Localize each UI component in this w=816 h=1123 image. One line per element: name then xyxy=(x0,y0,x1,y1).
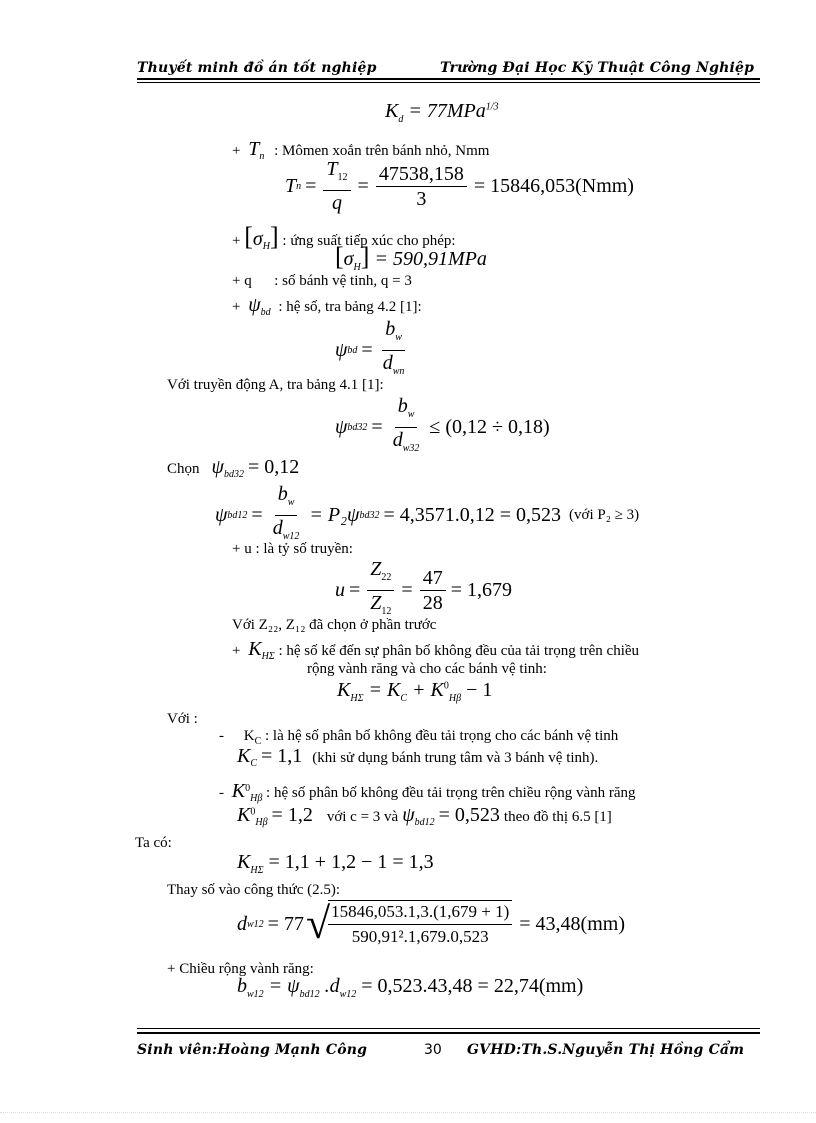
dw12-equation: d w12 = 77 √ $\frac{15846,053.1,3.(1,679 + 1)}{\text{590,91².1,679.0,523}}$ = 43,48(mm) xyxy=(237,899,625,948)
sqrt-sign: √ xyxy=(305,899,331,948)
sigma-description: + $[\sigma_H]$ : ứng suất tiếp xúc cho phép: xyxy=(232,222,456,252)
thay-so-label: Thay số vào công thức (2.5): xyxy=(167,882,341,898)
chon-line: Chọn $\psi_{bd32} = 0,12$ xyxy=(167,456,300,481)
q-line: + q : số bánh vệ tinh, q = 3 xyxy=(232,273,412,289)
footer-left: Sinh viên:Hoàng Mạnh Công xyxy=(137,1042,368,1058)
kc-equation: $K_C = 1,1$ (khi sử dụng bánh trung tâm và 3 bánh vệ tinh). xyxy=(237,745,599,770)
taco-label: Ta có: xyxy=(135,835,172,851)
tn-equation: T n = $\frac{T_{12}}{q}$ = $\frac{47538,158}{3}$ = 15846,053(Nmm) xyxy=(285,158,634,214)
khb-equation: $K^0_{H\beta} = 1,2$ với c = 3 và $\psi_{bd12} = 0,523$ theo đồ thị 6.5 [1] xyxy=(237,804,612,829)
header-right: Trường Đại Học Kỹ Thuật Công Nghiệp xyxy=(440,60,755,76)
footer-rule-thin xyxy=(137,1028,760,1029)
u-description: + u : là tỷ số truyền: xyxy=(232,541,353,557)
voi-label: Với : xyxy=(167,711,198,727)
psi32-equation: ψ bd32 = $\frac{b_w}{d_{w32}}$ ≤ (0,12 ÷ 0,18) xyxy=(335,395,550,454)
sigma-equation: $[\sigma_H] = 590,91MPa$ xyxy=(335,242,487,273)
khb-description: - $K^0_{H\beta}$ : hệ số phân bố không đều tải trọng trên chiều rộng vành răng xyxy=(219,780,636,804)
kc-description: - $K_C$ : là hệ số phân bố không đều tải trọng cho các bánh vệ tinh xyxy=(219,728,619,747)
psi-equation: ψ bd = $\frac{b_w}{d_{wn}}$ xyxy=(335,318,405,377)
tn-description: + $T_n$ : Mômen xoắn trên bánh nhỏ, Nmm xyxy=(232,138,490,162)
bw12-equation: $b_{w12} = \psi_{bd12}$ $.d_{w12} = 0,523.43,48 = 22,74(mm)$ xyxy=(237,975,584,1000)
khs-description: + $K_{H\Sigma}$ : hệ số kể đến sự phân bố không đều của tải trọng trên chiều xyxy=(232,638,640,662)
kd-equation: $K_d = 77MPa^{1/3}$ xyxy=(385,100,499,125)
page-number: 30 xyxy=(424,1042,442,1058)
page-edge xyxy=(0,1112,816,1113)
bw-label: + Chiều rộng vành răng: xyxy=(167,961,314,977)
psi12-equation: ψ bd12 = $\frac{b_w}{d_{w12}}$ = P₂ψ bd32 = 4,3571.0,12 = 0,523 (với P₂ ≥ 3) xyxy=(215,483,640,542)
footer-right: GVHD:Th.S.Nguyễn Thị Hồng Cẩm xyxy=(467,1042,745,1058)
footer-rule xyxy=(137,1032,760,1034)
khs-equation: $K_{H\Sigma} = K_C + K^0_{H\beta} - 1$ xyxy=(337,679,493,704)
header-rule-thin xyxy=(137,82,760,83)
transmission-a-line: Với truyền động A, tra bảng 4.1 [1]: xyxy=(167,377,384,393)
khs-description-2: rộng vành răng và cho các bánh vệ tinh: xyxy=(307,661,547,677)
taco-equation: $K_{H\Sigma} = 1,1 + 1,2 - 1 = 1,3$ xyxy=(237,851,434,876)
psi-description: + $\psi_{bd}$ : hệ số, tra bảng 4.2 [1]: xyxy=(232,294,422,318)
header-left: Thuyết minh đồ án tốt nghiệp xyxy=(137,60,377,76)
u-equation: u = $\frac{Z_{22}}{Z_{12}}$ = $\frac{47}{28}$ = 1,679 xyxy=(335,558,512,617)
header-rule xyxy=(137,78,760,80)
z-line: Với Z₂₂, Z₁₂ đã chọn ở phần trước xyxy=(232,617,437,633)
